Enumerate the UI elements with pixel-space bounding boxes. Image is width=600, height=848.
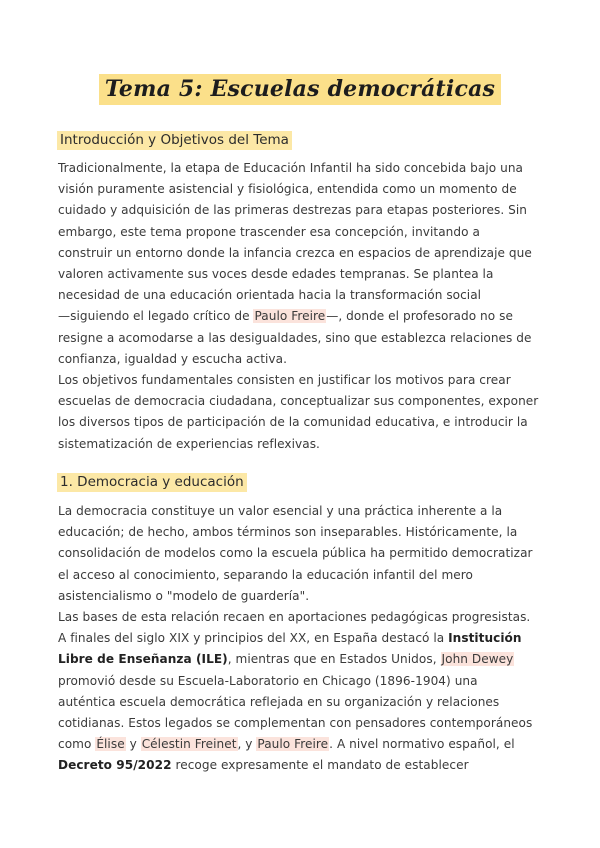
text-line: educación; de hecho, ambos términos son inseparables. Históricamente, la: [58, 525, 518, 540]
text-line: el acceso al conocimiento, separando la educación infantil del mero: [58, 567, 473, 582]
text-line: promovió desde su Escuela-Laboratorio en Chicago (1896-1904) una: [58, 673, 478, 688]
text-line: resigne a acomodarse a las desigualdades, sino que establezca relaciones de: [58, 330, 532, 345]
text-line: cuidado y adquisición de las primeras destrezas para etapas posteriores. Sin: [58, 203, 527, 218]
text-line: confianza, igualdad y escucha activa.: [58, 351, 287, 366]
highlight-elise: Élise: [96, 737, 125, 752]
page-title: Tema 5: Escuelas democráticas: [99, 74, 501, 105]
text-segment: A finales del siglo XIX y principios del XX, en España destacó la: [58, 631, 449, 646]
text-line: [58, 649, 548, 670]
text-line: valoren activamente sus voces desde edades tempranas. Se plantea la: [58, 267, 494, 282]
highlight-celestin-freinet: Célestin Freinet: [141, 737, 237, 752]
text-line: los diversos tipos de participación de la comunidad educativa, e introducir la: [58, 415, 528, 430]
text-line: [58, 755, 548, 776]
text-line: necesidad de una educación orientada hacia la transformación social: [58, 288, 482, 303]
text-line: Los objetivos fundamentales consisten en justificar los motivos para crear: [58, 373, 511, 388]
section-1-paragraph: [58, 501, 548, 777]
text-line: Tradicionalmente, la etapa de Educación Infantil ha sido concebida bajo una: [58, 161, 524, 175]
text-segment: , y: [237, 737, 257, 752]
text-line: La democracia constituye un valor esencial y una práctica inherente a la: [58, 504, 503, 518]
highlight-paulo-freire: Paulo Freire: [254, 309, 326, 324]
highlight-john-dewey: John Dewey: [441, 652, 514, 667]
text-line: [58, 628, 548, 649]
text-segment: y: [125, 737, 141, 752]
bold-ile-part2: Libre de Enseñanza (ILE): [58, 652, 228, 667]
text-segment: recoge expresamente el mandato de establecer: [171, 758, 469, 773]
intro-paragraph: [58, 158, 548, 455]
text-segment: —siguiendo el legado crítico de: [58, 309, 254, 324]
text-segment: como: [58, 737, 96, 752]
text-line: asistencialismo o "modelo de guardería".: [58, 588, 310, 603]
text-line: embargo, este tema propone trascender esa concepción, invitando a: [58, 224, 480, 239]
highlight-paulo-freire: Paulo Freire: [257, 737, 329, 752]
text-line: visión puramente asistencial y fisiológica, entendida como un momento de: [58, 182, 517, 197]
text-line: construir un entorno donde la infancia crezca en espacios de aprendizaje que: [58, 245, 532, 260]
text-segment: . A nivel normativo español, el: [329, 737, 515, 752]
text-line: Las bases de esta relación recaen en aportaciones pedagógicas progresistas.: [58, 610, 531, 625]
text-line: auténtica escuela democrática reflejada en su organización y relaciones: [58, 694, 500, 709]
intro-heading: Introducción y Objetivos del Tema: [57, 131, 292, 150]
bold-decreto: Decreto 95/2022: [58, 758, 172, 773]
text-line: [58, 306, 548, 327]
section-1-heading: 1. Democracia y educación: [57, 473, 247, 492]
text-line: sistematización de experiencias reflexivas.: [58, 436, 320, 451]
text-line: escuelas de democracia ciudadana, conceptualizar sus componentes, exponer: [58, 394, 539, 409]
text-segment: —, donde el profesorado no se: [326, 309, 513, 324]
text-line: [58, 734, 548, 755]
title-wrapper: [0, 74, 600, 105]
text-line: consolidación de modelos como la escuela pública ha permitido democratizar: [58, 546, 533, 561]
text-line: cotidianas. Estos legados se complementan con pensadores contemporáneos: [58, 716, 533, 731]
bold-ile-part1: Institución: [448, 631, 522, 646]
text-segment: , mientras que en Estados Unidos,: [227, 652, 441, 667]
